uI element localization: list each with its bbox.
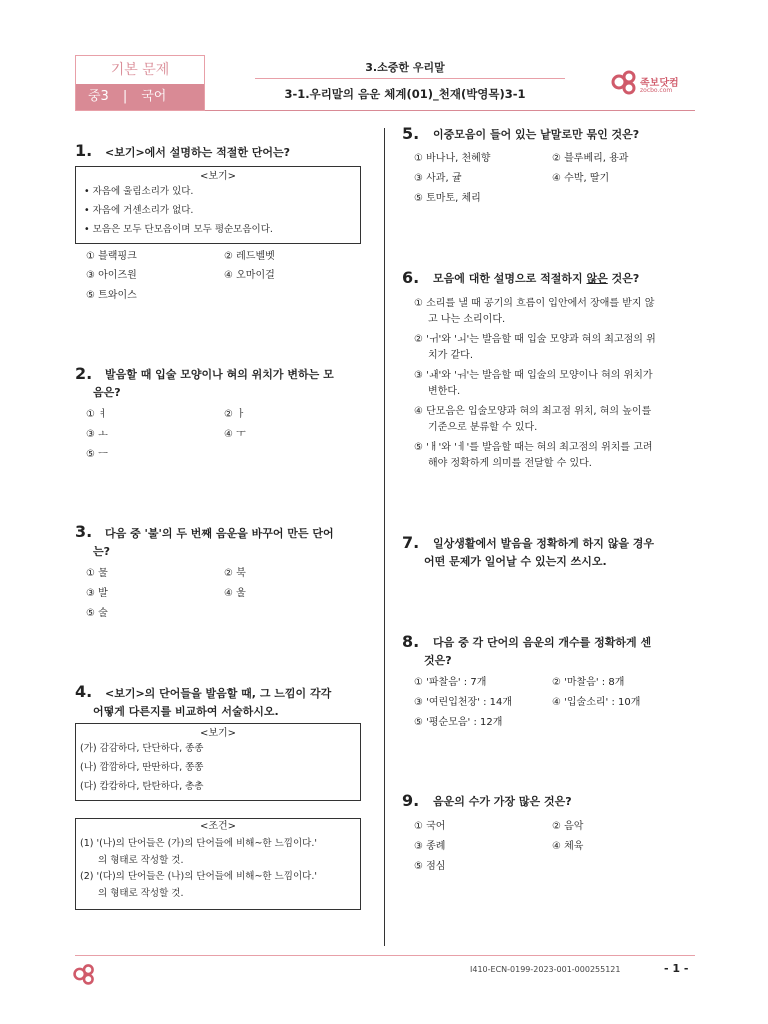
q7-number: 7. <box>402 533 420 552</box>
q6-option-2[interactable] <box>414 332 694 364</box>
q2-text-line1: 발음할 때 입술 모양이나 혀의 위치가 변하는 모 <box>105 368 334 381</box>
q6-number: 6. <box>402 268 420 287</box>
q8-option-3[interactable]: ③ '여린입천장' : 14개 <box>414 697 513 708</box>
q4-text-line1: <보기>의 단어들을 발음할 때, 그 느낌이 각각 <box>105 687 332 700</box>
q1-option-3[interactable]: ③ 아이즈원 <box>86 270 137 281</box>
q9-number: 9. <box>402 791 420 810</box>
q5-option-2[interactable]: ② 블루베리, 용과 <box>552 153 629 164</box>
brand-logo-icon <box>610 68 638 100</box>
q2-option-2[interactable]: ② ㅏ <box>224 409 246 420</box>
q2-text-line2: 음은? <box>93 386 121 399</box>
q9-option-5[interactable]: ⑤ 점심 <box>414 861 446 872</box>
q8-number: 8. <box>402 632 420 651</box>
column-divider <box>384 128 385 946</box>
q4-text-line2: 어떻게 다른지를 비교하여 서술하시오. <box>93 705 279 718</box>
q4-condition-box <box>75 818 361 910</box>
q6-option-3-line: ③ 'ㅙ'와 'ㅝ'는 발음할 때 입술의 모양이나 혀의 위치가 <box>414 370 653 381</box>
q6-option-1-line: 고 나는 소리이다. <box>428 314 506 325</box>
q2-option-5[interactable]: ⑤ ㅡ <box>86 449 108 460</box>
document-code: I410-ECN-0199-2023-001-000255121 <box>470 965 621 974</box>
q6-option-4-line: 기준으로 분류할 수 있다. <box>428 422 538 433</box>
q6-option-3-line: 변한다. <box>428 386 461 397</box>
q8-option-1[interactable]: ① '파찰음' : 7개 <box>414 677 487 688</box>
q2-option-4[interactable]: ④ ㅜ <box>224 429 246 440</box>
q8-option-2[interactable]: ② '마찰음' : 8개 <box>552 677 625 688</box>
q3-option-1[interactable]: ① 물 <box>86 568 108 579</box>
q1-text: <보기>에서 설명하는 적절한 단어는? <box>105 146 291 159</box>
q5-option-4[interactable]: ④ 수박, 딸기 <box>552 173 610 184</box>
lesson-title: 3-1.우리말의 음운 체계(01)_천재(박영목)3-1 <box>284 87 526 101</box>
q9-text: 음운의 수가 가장 많은 것은? <box>433 795 572 808</box>
q1-box-title: <보기> <box>199 171 237 182</box>
q6-option-1[interactable] <box>414 296 694 328</box>
q2-option-1[interactable]: ① ㅕ <box>86 409 108 420</box>
q6-text-b: 것은? <box>607 272 640 285</box>
q6-text-a: 모음에 대한 설명으로 적절하지 <box>433 272 587 285</box>
q4-cond-line: 의 형태로 작성할 것. <box>98 888 184 899</box>
q6-option-4-line: ④ 단모음은 입술모양과 혀의 최고점 위치, 혀의 높이를 <box>414 406 652 417</box>
q7-text-line1: 일상생활에서 발음을 정확하게 하지 않을 경우 <box>433 537 655 550</box>
q9-option-4[interactable]: ④ 체육 <box>552 841 584 852</box>
header-rule <box>205 110 695 111</box>
q4-cond-line: (1) '(나)의 단어들은 (가)의 단어들에 비해~한 느낌이다.' <box>80 838 317 849</box>
q1-option-1[interactable]: ① 블랙핑크 <box>86 251 137 262</box>
q2-option-3[interactable]: ③ ㅗ <box>86 429 108 440</box>
grade-subject-bar: 중3 | 국어 <box>76 84 204 110</box>
category-label: 기본 문제 <box>110 62 170 78</box>
q9-option-2[interactable]: ② 음악 <box>552 821 584 832</box>
q3-number: 3. <box>75 522 93 541</box>
q3-option-5[interactable]: ⑤ 술 <box>86 608 108 619</box>
q6-option-3[interactable] <box>414 368 694 400</box>
q2-number: 2. <box>75 364 93 383</box>
brand-name: 족보닷컴 <box>640 78 679 89</box>
q5-number: 5. <box>402 124 420 143</box>
q4-box-line: (가) 감감하다, 단단하다, 종종 <box>80 743 204 754</box>
q3-option-3[interactable]: ③ 발 <box>86 588 108 599</box>
q5-option-1[interactable]: ① 바나나, 천혜향 <box>414 153 491 164</box>
q4-box-line: (다) 캄캄하다, 탄탄하다, 총총 <box>80 781 204 792</box>
q1-option-5[interactable]: ⑤ 트와이스 <box>86 290 137 301</box>
q6-option-2-line: ② 'ㅟ'와 'ㅚ'는 발음할 때 입술 모양과 혀의 최고점의 위 <box>414 334 656 345</box>
q6-text <box>433 270 639 288</box>
q4-box-title: <보기> <box>199 728 237 739</box>
footer-rule <box>75 955 695 956</box>
q1-option-2[interactable]: ② 레드벨벳 <box>224 251 275 262</box>
q6-option-5-line: ⑤ 'ㅐ'와 'ㅔ'를 발음할 때는 혀의 최고점의 위치를 고려 <box>414 442 653 453</box>
q9-option-3[interactable]: ③ 종례 <box>414 841 446 852</box>
q3-text-line1: 다음 중 '불'의 두 번째 음운을 바꾸어 만든 단어 <box>105 527 334 540</box>
q6-option-5-line: 해야 정확하게 의미를 전달할 수 있다. <box>428 458 592 469</box>
q5-option-5[interactable]: ⑤ 토마토, 체리 <box>414 193 481 204</box>
q8-text-line2: 것은? <box>424 654 452 667</box>
q7-text-line2: 어떤 문제가 일어날 수 있는지 쓰시오. <box>424 555 607 568</box>
q4-box-line: (나) 깜깜하다, 딴딴하다, 쫑쫑 <box>80 762 204 773</box>
q1-box-line: • 모음은 모두 단모음이며 모두 평순모음이다. <box>84 224 273 235</box>
q3-text-line2: 는? <box>93 545 111 558</box>
q1-option-4[interactable]: ④ 오마이걸 <box>224 270 275 281</box>
grade-label: 중3 <box>88 89 109 104</box>
header-divider <box>255 78 565 79</box>
q6-option-5[interactable] <box>414 440 694 472</box>
brand-url: zocbo.com <box>640 87 673 94</box>
q8-option-5[interactable]: ⑤ '평순모음' : 12개 <box>414 717 503 728</box>
q8-option-4[interactable]: ④ '입술소리' : 10개 <box>552 697 641 708</box>
q4-cond-title: <조건> <box>199 821 237 832</box>
q9-option-1[interactable]: ① 국어 <box>414 821 446 832</box>
q6-text-underlined: 않은 <box>586 272 608 285</box>
q5-option-3[interactable]: ③ 사과, 귤 <box>414 173 462 184</box>
q6-option-4[interactable] <box>414 404 694 436</box>
q1-box-line: • 자음에 울림소리가 있다. <box>84 186 194 197</box>
q4-cond-line: 의 형태로 작성할 것. <box>98 855 184 866</box>
category-tag <box>75 55 205 111</box>
q3-option-2[interactable]: ② 북 <box>224 568 246 579</box>
q5-text: 이중모음이 들어 있는 낱말로만 묶인 것은? <box>433 128 640 141</box>
page-number: - 1 - <box>664 962 689 975</box>
q1-box-line: • 자음에 거센소리가 없다. <box>84 205 194 216</box>
q8-text-line1: 다음 중 각 단어의 음운의 개수를 정확하게 센 <box>433 636 652 649</box>
q6-option-1-line: ① 소리를 낼 때 공기의 흐름이 입안에서 장애를 받지 않 <box>414 298 655 309</box>
footer-logo-icon <box>72 962 96 990</box>
q6-option-2-line: 치가 같다. <box>428 350 473 361</box>
q1-number: 1. <box>75 141 93 160</box>
q1-example-box <box>75 166 361 244</box>
q4-cond-line: (2) '(다)의 단어들은 (나)의 단어들에 비해~한 느낌이다.' <box>80 871 317 882</box>
unit-title: 3.소중한 우리말 <box>365 61 445 74</box>
q4-number: 4. <box>75 682 93 701</box>
q4-example-box <box>75 723 361 801</box>
subject-label: 국어 <box>141 89 167 104</box>
q3-option-4[interactable]: ④ 울 <box>224 588 246 599</box>
